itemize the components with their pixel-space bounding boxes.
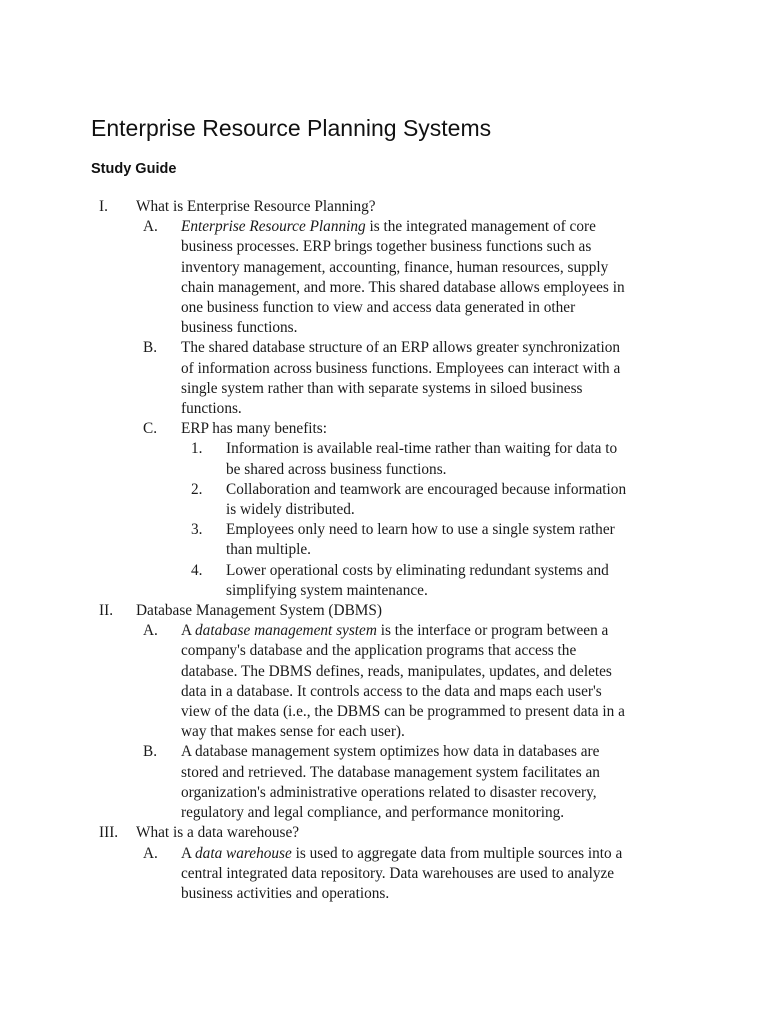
- outline-item: [0, 338, 768, 419]
- outline-marker: II.: [99, 602, 114, 620]
- outline-marker: B.: [143, 743, 158, 761]
- italic-term: data warehouse: [195, 844, 292, 862]
- text-line: [181, 763, 768, 783]
- text-line: [181, 864, 768, 884]
- italic-term: Enterprise Resource Planning: [181, 218, 366, 236]
- text-run: one business function to view and access data generated in other: [181, 299, 576, 317]
- text-line: [181, 803, 768, 823]
- text-line: [181, 742, 768, 762]
- document-title: Enterprise Resource Planning Systems: [91, 115, 492, 141]
- outline-marker: B.: [143, 339, 158, 357]
- text-line: [181, 621, 768, 641]
- text-line: Employees only need to learn how to use a single system rather: [226, 521, 615, 539]
- text-line: simplifying system maintenance.: [226, 581, 428, 599]
- text-line: [181, 379, 768, 399]
- text-line: [181, 682, 768, 702]
- text-run: company's database and the application programs that access the: [181, 642, 577, 660]
- outline-text: [181, 621, 768, 742]
- text-line: [181, 258, 768, 278]
- text-line: [181, 399, 768, 419]
- benefit-item: [0, 520, 768, 560]
- document-subtitle: Study Guide: [91, 161, 177, 177]
- outline-marker: 1.: [191, 440, 203, 458]
- text-run: A: [181, 844, 196, 862]
- outline-marker: 2.: [191, 480, 203, 498]
- text-line: than multiple.: [226, 541, 311, 559]
- text-run: business processes. ERP brings together business functions such as: [181, 238, 592, 256]
- outline-marker: I.: [99, 198, 108, 215]
- outline-text: [181, 844, 768, 905]
- text-line: be shared across business functions.: [226, 460, 447, 478]
- outline-item: [0, 844, 768, 905]
- text-run: database. The DBMS defines, reads, manipulates, updates, and deletes: [181, 662, 612, 680]
- text-run: stored and retrieved. The database management system facilitates an: [181, 763, 600, 781]
- outline-text: [181, 742, 768, 823]
- text-run: data in a database. It controls access to the data and maps each user's: [181, 682, 602, 700]
- benefit-item: [0, 480, 768, 520]
- text-line: [181, 318, 768, 338]
- text-line: [181, 217, 768, 237]
- text-run: A: [181, 622, 196, 640]
- text-line: [181, 641, 768, 661]
- text-run: The shared database structure of an ERP allows greater synchronization: [181, 339, 621, 357]
- benefit-item: [0, 439, 768, 479]
- outline-text: What is a data warehouse?: [136, 824, 300, 842]
- text-line: [181, 359, 768, 379]
- outline-text: [226, 439, 768, 479]
- outline-marker: 4.: [191, 561, 203, 579]
- text-run: is the interface or program between a: [376, 622, 609, 640]
- text-line: [181, 783, 768, 803]
- outline-text: [181, 217, 768, 338]
- outline-marker: C.: [143, 420, 158, 438]
- text-line: Information is available real-time rather than waiting for data to: [226, 440, 618, 458]
- text-line: [181, 237, 768, 257]
- italic-term: database management system: [195, 622, 377, 640]
- text-run: inventory management, accounting, finance, human resources, supply: [181, 258, 609, 276]
- outline-marker: A.: [143, 218, 158, 236]
- text-line: [181, 419, 768, 439]
- outline-item: [0, 621, 768, 742]
- text-run: is used to aggregate data from multiple sources into a: [291, 844, 623, 862]
- text-line: [181, 662, 768, 682]
- text-run: view of the data (i.e., the DBMS can be programmed to present data in a: [181, 703, 625, 721]
- text-line: Collaboration and teamwork are encouraged because information: [226, 480, 627, 498]
- text-line: [181, 884, 768, 904]
- text-line: [181, 278, 768, 298]
- section-heading: [0, 823, 768, 843]
- text-line: Lower operational costs by eliminating redundant systems and: [226, 561, 609, 579]
- outline-item: [0, 419, 768, 439]
- text-line: [181, 298, 768, 318]
- outline-text: [226, 561, 768, 601]
- outline-marker: A.: [143, 844, 158, 862]
- section-heading: [0, 197, 768, 217]
- outline-marker: A.: [143, 622, 158, 640]
- text-run: single system rather than with separate systems in siloed business: [181, 379, 583, 397]
- outline-text: [226, 480, 768, 520]
- outline-text: [226, 520, 768, 560]
- text-run: of information across business functions. Employees can interact with a: [181, 359, 621, 377]
- outline-marker: 3.: [191, 521, 203, 539]
- text-run: business functions.: [181, 319, 298, 337]
- text-line: [181, 702, 768, 722]
- text-run: ERP has many benefits:: [181, 420, 328, 438]
- outline-text: Database Management System (DBMS): [136, 602, 382, 620]
- text-run: chain management, and more. This shared database allows employees in: [181, 278, 625, 296]
- text-run: central integrated data repository. Data warehouses are used to analyze: [181, 864, 615, 882]
- text-line: [181, 338, 768, 358]
- text-run: way that makes sense for each user).: [181, 723, 405, 741]
- outline-item: [0, 217, 768, 338]
- outline-text: [181, 338, 768, 419]
- text-run: business activities and operations.: [181, 884, 390, 902]
- text-run: organization's administrative operations related to disaster recovery,: [181, 783, 597, 801]
- outline-marker: III.: [99, 824, 119, 842]
- text-line: [181, 844, 768, 864]
- outline-item: [0, 742, 768, 823]
- study-guide-outline: [0, 197, 768, 904]
- text-run: A database management system optimizes how data in databases are: [181, 743, 600, 761]
- outline-text: What is Enterprise Resource Planning?: [136, 198, 376, 215]
- text-run: regulatory and legal compliance, and performance monitoring.: [181, 804, 565, 822]
- text-line: [181, 722, 768, 742]
- outline-text: [181, 419, 768, 439]
- text-line: is widely distributed.: [226, 501, 355, 519]
- benefit-item: [0, 561, 768, 601]
- text-run: functions.: [181, 400, 242, 418]
- section-heading: [0, 601, 768, 621]
- text-run: is the integrated management of core: [365, 218, 596, 236]
